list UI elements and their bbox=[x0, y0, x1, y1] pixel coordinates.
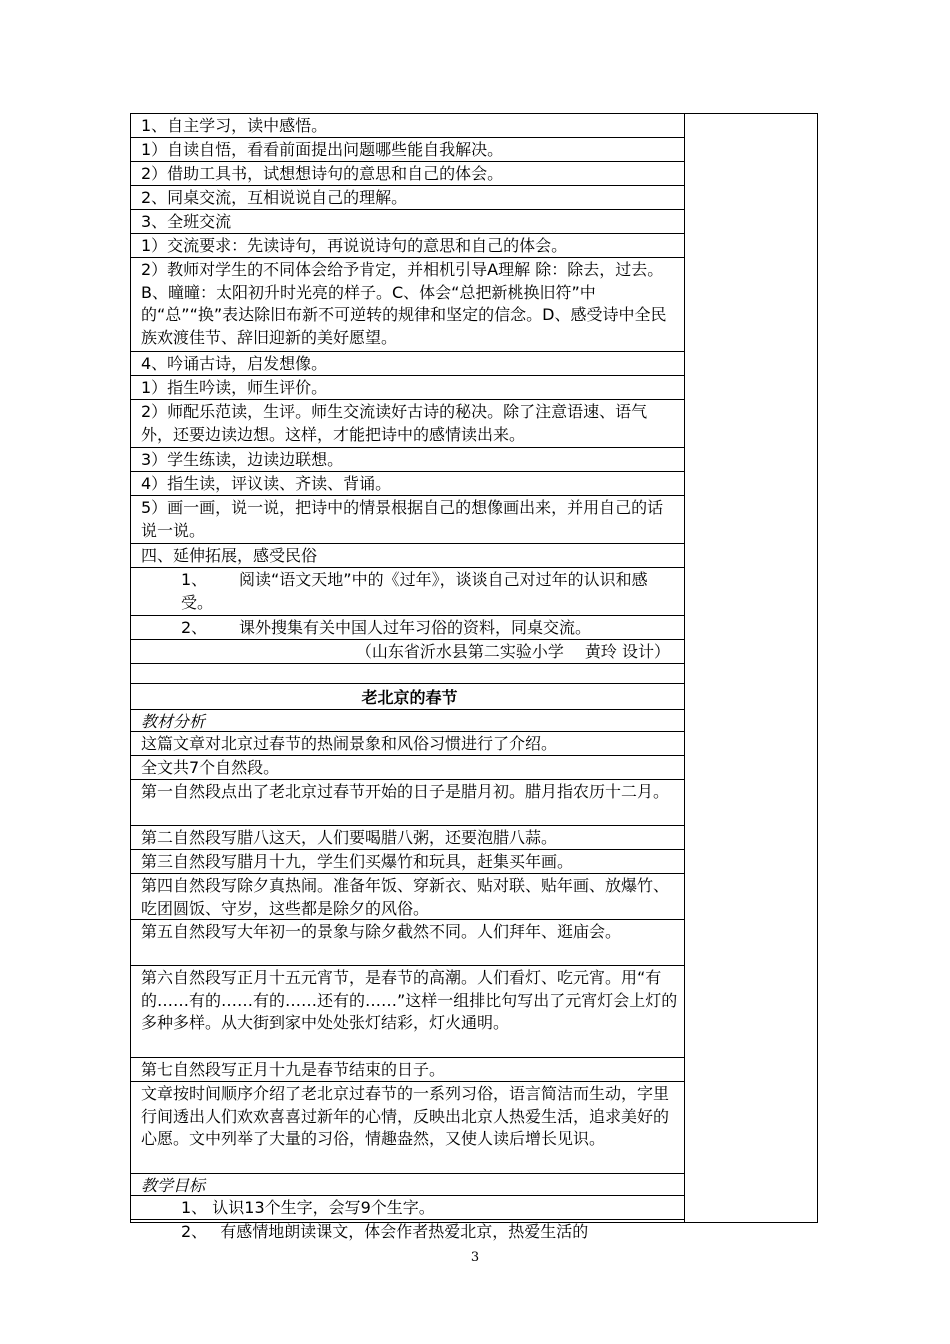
analysis-paragraph: 第二自然段写腊八这天，人们要喝腊八粥，还要泡腊八蒜。 bbox=[131, 826, 684, 850]
extension-item-number: 1、 bbox=[181, 570, 208, 589]
lesson-title: 老北京的春节 bbox=[131, 684, 684, 710]
goal-item: 2、 有感情地朗读课文，体会作者热爱北京，热爱生活的 bbox=[181, 1222, 589, 1241]
goal-item: 1、 认识13个生字，会写9个生字。 bbox=[131, 1196, 684, 1220]
step-row: 1）自读自悟，看看前面提出问题哪些能自我解决。 bbox=[131, 138, 684, 162]
analysis-paragraph: 第六自然段写正月十五元宵节，是春节的高潮。人们看灯、吃元宵。用“有的……有的……有的……还有的……”这样一组排比句写出了元宵灯会上灯的多种多样。从大街到家中处处张灯结彩，灯火通明。 bbox=[131, 966, 684, 1058]
section-heading: 教学目标 bbox=[131, 1174, 684, 1196]
analysis-paragraph: 第五自然段写大年初一的景象与除夕截然不同。人们拜年、逛庙会。 bbox=[131, 920, 684, 966]
analysis-paragraph: 第四自然段写除夕真热闹。准备年饭、穿新衣、贴对联、贴年画、放爆竹、吃团圆饭、守岁，这些都是除夕的风俗。 bbox=[131, 874, 684, 920]
left-column bbox=[131, 114, 684, 1244]
step-row: 1）交流要求：先读诗句，再说说诗句的意思和自己的体会。 bbox=[131, 234, 684, 258]
analysis-paragraph: 第一自然段点出了老北京过春节开始的日子是腊月初。腊月指农历十二月。 bbox=[131, 780, 684, 826]
analysis-paragraph: 这篇文章对北京过春节的热闹景象和风俗习惯进行了介绍。 bbox=[131, 732, 684, 756]
analysis-paragraph: 文章按时间顺序介绍了老北京过春节的一系列习俗，语言简洁而生动，字里行间透出人们欢欢喜喜过新年的心情，反映出北京人热爱生活，追求美好的心愿。文中列举了大量的习俗，情趣盎然，又使人读后增长见识。 bbox=[131, 1082, 684, 1174]
extension-item-text: 阅读“语文天地”中的《过年》，谈谈自己对过年的认识和感受。 bbox=[181, 570, 648, 612]
extension-item-text: 课外搜集有关中国人过年习俗的资料，同桌交流。 bbox=[239, 618, 592, 637]
lesson-table bbox=[130, 113, 818, 1241]
step-row: 2、同桌交流，互相说说自己的理解。 bbox=[131, 186, 684, 210]
step-row: 2）教师对学生的不同体会给予肯定，并相机引导A理解 除：除去，过去。B、曈曈：太阳初升时光亮的样子。C、体会“总把新桃换旧符”中的“总”“换”表达除旧布新不可逆转的规律和坚定的信念。D、感受诗中全民族欢渡佳节、辞旧迎新的美好愿望。 bbox=[131, 258, 684, 352]
step-row: 3）学生练读，边读边联想。 bbox=[131, 448, 684, 472]
extension-item bbox=[131, 568, 684, 616]
analysis-paragraph: 第七自然段写正月十九是春节结束的日子。 bbox=[131, 1058, 684, 1082]
step-row: 5）画一画，说一说，把诗中的情景根据自己的想像画出来，并用自己的话说一说。 bbox=[131, 496, 684, 544]
step-row: 4、吟诵古诗，启发想像。 bbox=[131, 352, 684, 376]
author-credit: （山东省沂水县第二实验小学 黄玲 设计） bbox=[131, 640, 684, 664]
step-row: 1）指生吟读，师生评价。 bbox=[131, 376, 684, 400]
step-row: 1、自主学习，读中感悟。 bbox=[131, 114, 684, 138]
step-row: 2）师配乐范读，生评。师生交流读好古诗的秘决。除了注意语速、语气外，还要边读边想。这样，才能把诗中的感情读出来。 bbox=[131, 400, 684, 448]
step-row: 3、全班交流 bbox=[131, 210, 684, 234]
section-heading: 教材分析 bbox=[131, 710, 684, 732]
empty-row bbox=[131, 664, 684, 684]
right-column bbox=[684, 114, 685, 1222]
extension-item-number: 2、 bbox=[181, 618, 208, 637]
extension-item bbox=[131, 616, 684, 640]
page-number: 3 bbox=[470, 1250, 480, 1265]
step-row: 4）指生读，评议读、齐读、背诵。 bbox=[131, 472, 684, 496]
step-row: 2）借助工具书，试想想诗句的意思和自己的体会。 bbox=[131, 162, 684, 186]
analysis-paragraph: 第三自然段写腊月十九，学生们买爆竹和玩具，赶集买年画。 bbox=[131, 850, 684, 874]
analysis-paragraph: 全文共7个自然段。 bbox=[131, 756, 684, 780]
step-row: 四、延伸拓展，感受民俗 bbox=[131, 544, 684, 568]
